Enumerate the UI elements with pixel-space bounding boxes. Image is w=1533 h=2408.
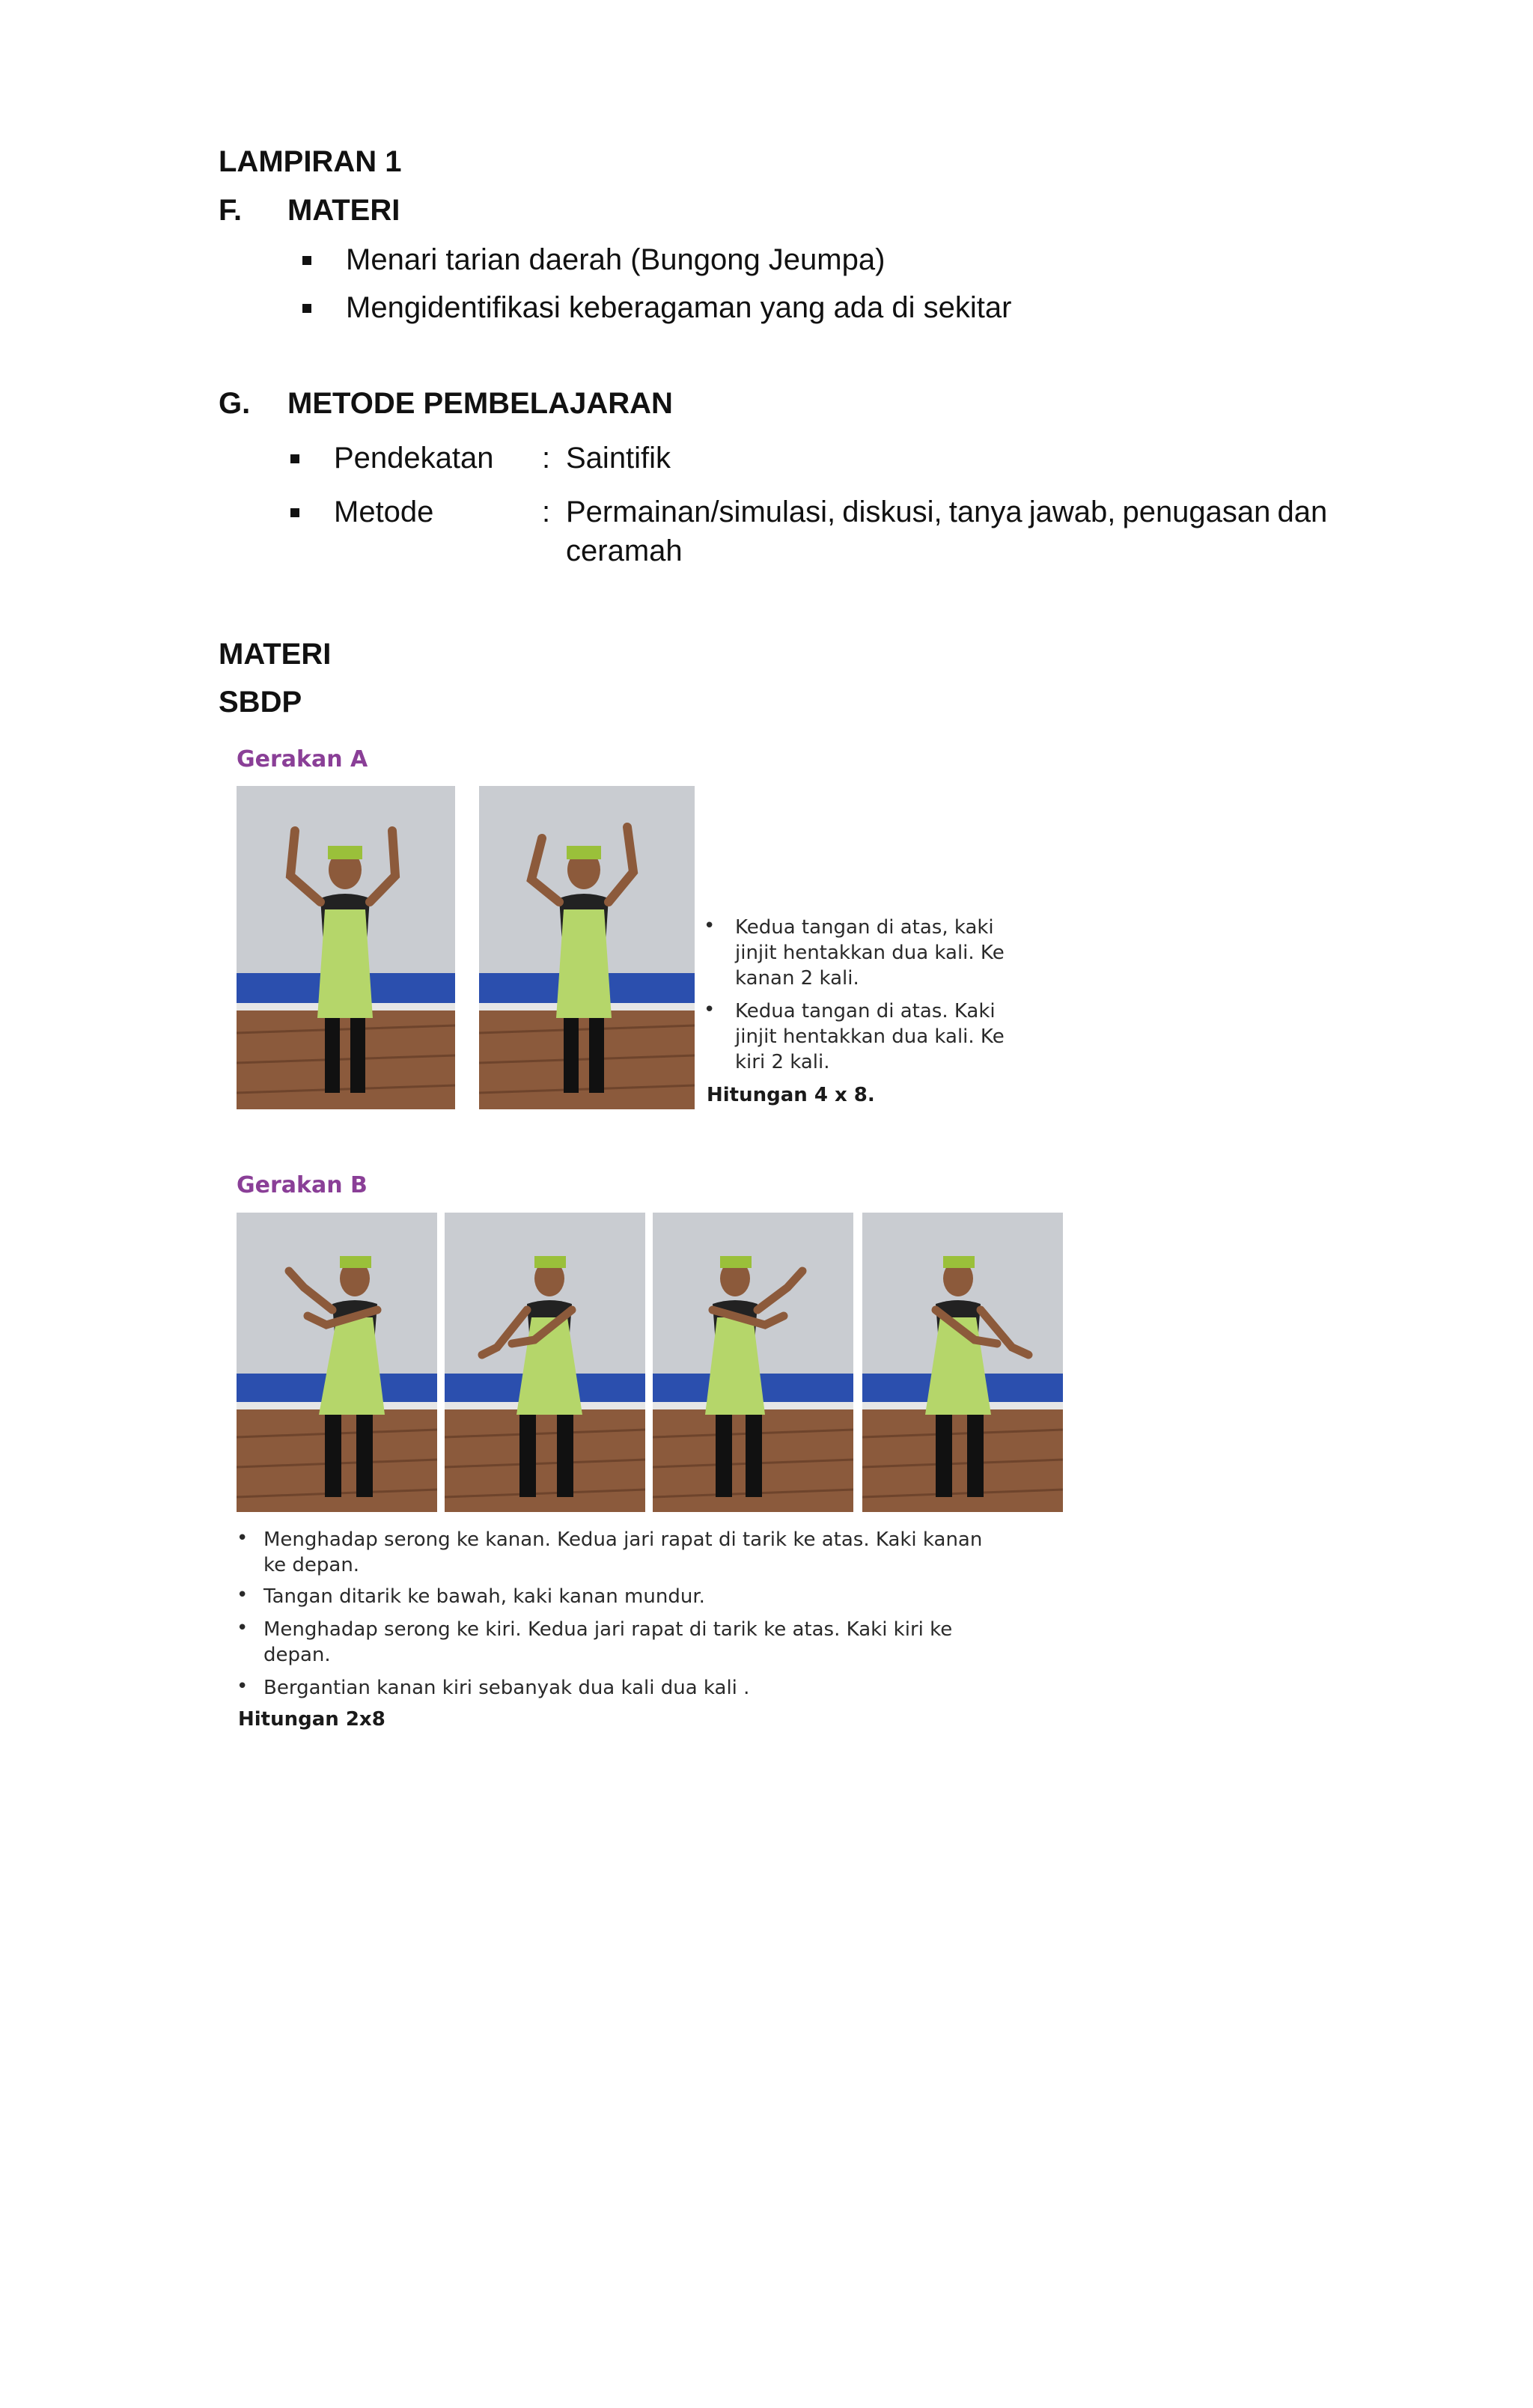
description-line: Kedua tangan di atas. Kaki	[735, 1000, 996, 1022]
section-g-title: METODE PEMBELAJARAN	[287, 387, 673, 420]
method-value-cont: ceramah	[566, 534, 683, 567]
gerakan-b-description	[237, 1527, 1082, 1752]
gerakan-a-title: Gerakan A	[237, 746, 368, 772]
method-value: Permainan/simulasi, diskusi, tanya jawab, penugasan dan	[566, 496, 1328, 528]
description-line: depan.	[263, 1644, 331, 1666]
dancer-photo	[445, 1213, 645, 1512]
method-colon: :	[542, 496, 551, 528]
square-bullet-icon	[290, 508, 299, 517]
lampiran-heading: LAMPIRAN 1	[219, 145, 402, 178]
description-line: kanan 2 kali.	[735, 967, 859, 990]
description-line: Menghadap serong ke kiri. Kedua jari rapat di tarik ke atas. Kaki kiri ke	[263, 1618, 953, 1641]
bullet-dot-icon: •	[237, 1675, 249, 1698]
bullet-dot-icon: •	[237, 1527, 249, 1549]
gerakan-b-count: Hitungan 2x8	[238, 1708, 385, 1731]
bullet-dot-icon: •	[704, 999, 716, 1021]
method-label: Metode	[334, 496, 434, 528]
method-colon: :	[542, 442, 551, 475]
description-line: Kedua tangan di atas, kaki	[735, 916, 994, 939]
method-label: Pendekatan	[334, 442, 494, 475]
section-g-letter: G.	[219, 387, 251, 420]
dancer-photo	[862, 1213, 1063, 1512]
method-value: Saintifik	[566, 442, 671, 475]
dancer-photo	[237, 786, 455, 1109]
section-f-letter: F.	[219, 194, 243, 227]
bullet-dot-icon: •	[237, 1584, 249, 1606]
list-item-text: Menari tarian daerah (Bungong Jeumpa)	[346, 243, 886, 276]
dancer-photo	[479, 786, 695, 1109]
description-line: ke depan.	[263, 1554, 360, 1576]
description-line: Bergantian kanan kiri sebanyak dua kali dua kali .	[263, 1677, 750, 1699]
bullet-dot-icon: •	[704, 915, 716, 937]
materi-heading: MATERI	[219, 638, 332, 671]
description-line: jinjit hentakkan dua kali. Ke	[735, 1025, 1005, 1048]
square-bullet-icon	[302, 304, 311, 313]
gerakan-b-title: Gerakan B	[237, 1172, 368, 1198]
description-line: Tangan ditarik ke bawah, kaki kanan mundur.	[263, 1585, 705, 1608]
square-bullet-icon	[290, 454, 299, 463]
list-item-text: Mengidentifikasi keberagaman yang ada di sekitar	[346, 291, 1012, 324]
description-line: kiri 2 kali.	[735, 1051, 830, 1073]
gerakan-a-description	[704, 915, 1055, 1121]
square-bullet-icon	[302, 256, 311, 265]
bullet-dot-icon: •	[237, 1617, 249, 1639]
description-line: Menghadap serong ke kanan. Kedua jari rapat di tarik ke atas. Kaki kanan	[263, 1528, 983, 1551]
dancer-photo	[653, 1213, 853, 1512]
sbdp-heading: SBDP	[219, 686, 302, 719]
section-f-title: MATERI	[287, 194, 400, 227]
dancer-photo	[237, 1213, 437, 1512]
gerakan-a-count: Hitungan 4 x 8.	[707, 1084, 875, 1106]
description-line: jinjit hentakkan dua kali. Ke	[735, 942, 1005, 964]
